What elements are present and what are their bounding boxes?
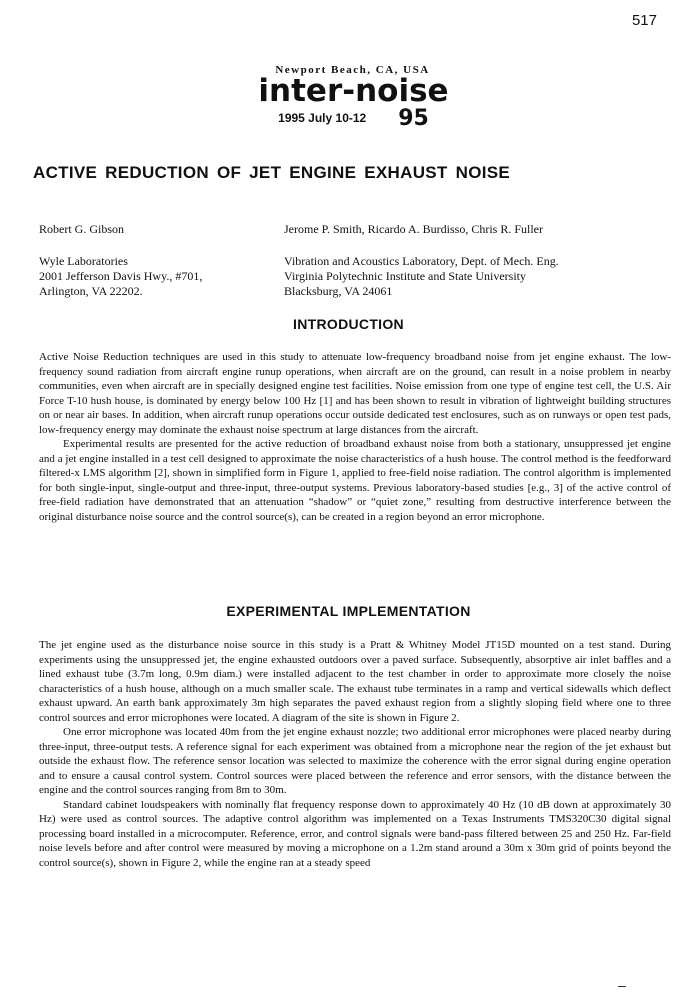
author-block-right	[284, 222, 559, 299]
conference-year-mark: 95	[398, 106, 429, 131]
section-heading-experimental-implementation: EXPERIMENTAL IMPLEMENTATION	[226, 603, 471, 619]
paragraph: Standard cabinet loudspeakers with nominally flat frequency response down to approximately 40 Hz (10 dB down at approximately 30 Hz) were used as control sources. The adaptive control algorithm was implemented on a Texas Instruments TMS320C30 digital signal processing board installed in a microcomputer. Reference, error, and control signals were band-pass filtered between 25 and 250 Hz. Far-field noise levels before and after control were measured by moving a microphone on a 1.2m stand around a 30m x 30m grid of points beyond the control source(s), shown in Figure 2, while the engine ran at a steady speed	[39, 798, 671, 869]
page-number: 517	[631, 12, 657, 29]
section-body-introduction	[39, 350, 671, 524]
affiliation-line: Wyle Laboratories	[39, 254, 128, 268]
affiliation-line: Arlington, VA 22202.	[39, 284, 143, 298]
author-name: Robert G. Gibson	[39, 222, 124, 236]
affiliation-line: Blacksburg, VA 24061	[284, 284, 393, 298]
conference-date-line	[0, 106, 697, 131]
paragraph: Active Noise Reduction techniques are used in this study to attenuate low-frequency broadband noise from jet engine exhaust. The low-frequency sound radiation from aircraft engine runup operations, when aircraft are on the ground, can result in a noise problem in nearby communities, even when aircraft are in specially designed engine test facilities. Noise emission from one type of engine test cell, the U.S. Air Force T-10 hush house, is dominated by energy below 100 Hz [1] and has been shown to result in vibration of lightweight building structures on or near air bases. In addition, when aircraft runup operations occur outside dedicated test enclosures, such as on runways or open test pads, low-frequency energy may dominate the exhaust noise spectrum at large distances from the aircraft.	[39, 351, 671, 436]
section-heading-introduction: INTRODUCTION	[293, 316, 404, 332]
section-body-experimental-implementation	[39, 638, 671, 870]
author-name: Jerome P. Smith, Ricardo A. Burdisso, Chris R. Fuller	[284, 222, 544, 236]
paper-title: ACTIVE REDUCTION OF JET ENGINE EXHAUST NOISE	[33, 163, 511, 182]
conference-location: Newport Beach, CA, USA	[275, 64, 430, 76]
conference-header	[0, 64, 697, 131]
paragraph: One error microphone was located 40m from the jet engine exhaust nozzle; two additional error microphones were placed nearby during three-input, three-output tests. A reference signal for each experiment was obtained from a microphone near the region of the jet exhaust but outside the exhaust flow. The reference sensor location was selected to maximize the coherence with the error signal during engine operation and to ensure a causal control system. Control sources were placed between the reference and error sensors, with the distance between the engine and the control sources ranging from 8m to 30m.	[39, 726, 671, 796]
author-block-left	[39, 222, 202, 299]
footer-rule	[618, 986, 626, 987]
conference-logo: inter-noise	[258, 73, 449, 109]
affiliation-line: Vibration and Acoustics Laboratory, Dept. of Mech. Eng.	[284, 254, 559, 268]
affiliation-line: 2001 Jefferson Davis Hwy., #701,	[39, 269, 203, 283]
affiliation-line: Virginia Polytechnic Institute and State University	[284, 269, 527, 283]
conference-dates: 1995 July 10-12	[278, 111, 367, 125]
paragraph: Experimental results are presented for the active reduction of broadband exhaust noise from both a stationary, unsuppressed jet engine and a jet engine installed in a test cell designed to approximate the noise characteristics of a hush house. The control method is the feedforward filtered-x LMS algorithm [2], shown in simplified form in Figure 1, applied to free-field noise radiation. The control algorithm is implemented for both single-input, single-output and three-input, three-output systems. Previous laboratory-based studies [e.g., 3] of the active control of free-field radiation have demonstrated that an attenuation “shadow” or “quiet zone,” resulting from destructive interference between the original disturbance noise source and the control source(s), can be created in a region beyond an error microphone.	[39, 438, 671, 523]
paragraph: The jet engine used as the disturbance noise source in this study is a Pratt & Whitney Model JT15D mounted on a test stand. During experiments using the unsuppressed jet, the engine exhausted outdoors over a paved surface. Subsequently, absorptive air inlet baffles and a lined exhaust tube (3.7m long, 0.9m diam.) were installed adjacent to the test chamber in order to approximate more closely the noise characteristics of a hush house, although on a much smaller scale. The exhaust tube terminates in a ramp and vertical sidewalls which deflect exhaust upward. An earth bank approximately 3m high separates the paved exhaust region from a slightly sloping field where one to three control sources and error microphones were located. A diagram of the site is shown in Figure 2.	[39, 639, 671, 724]
